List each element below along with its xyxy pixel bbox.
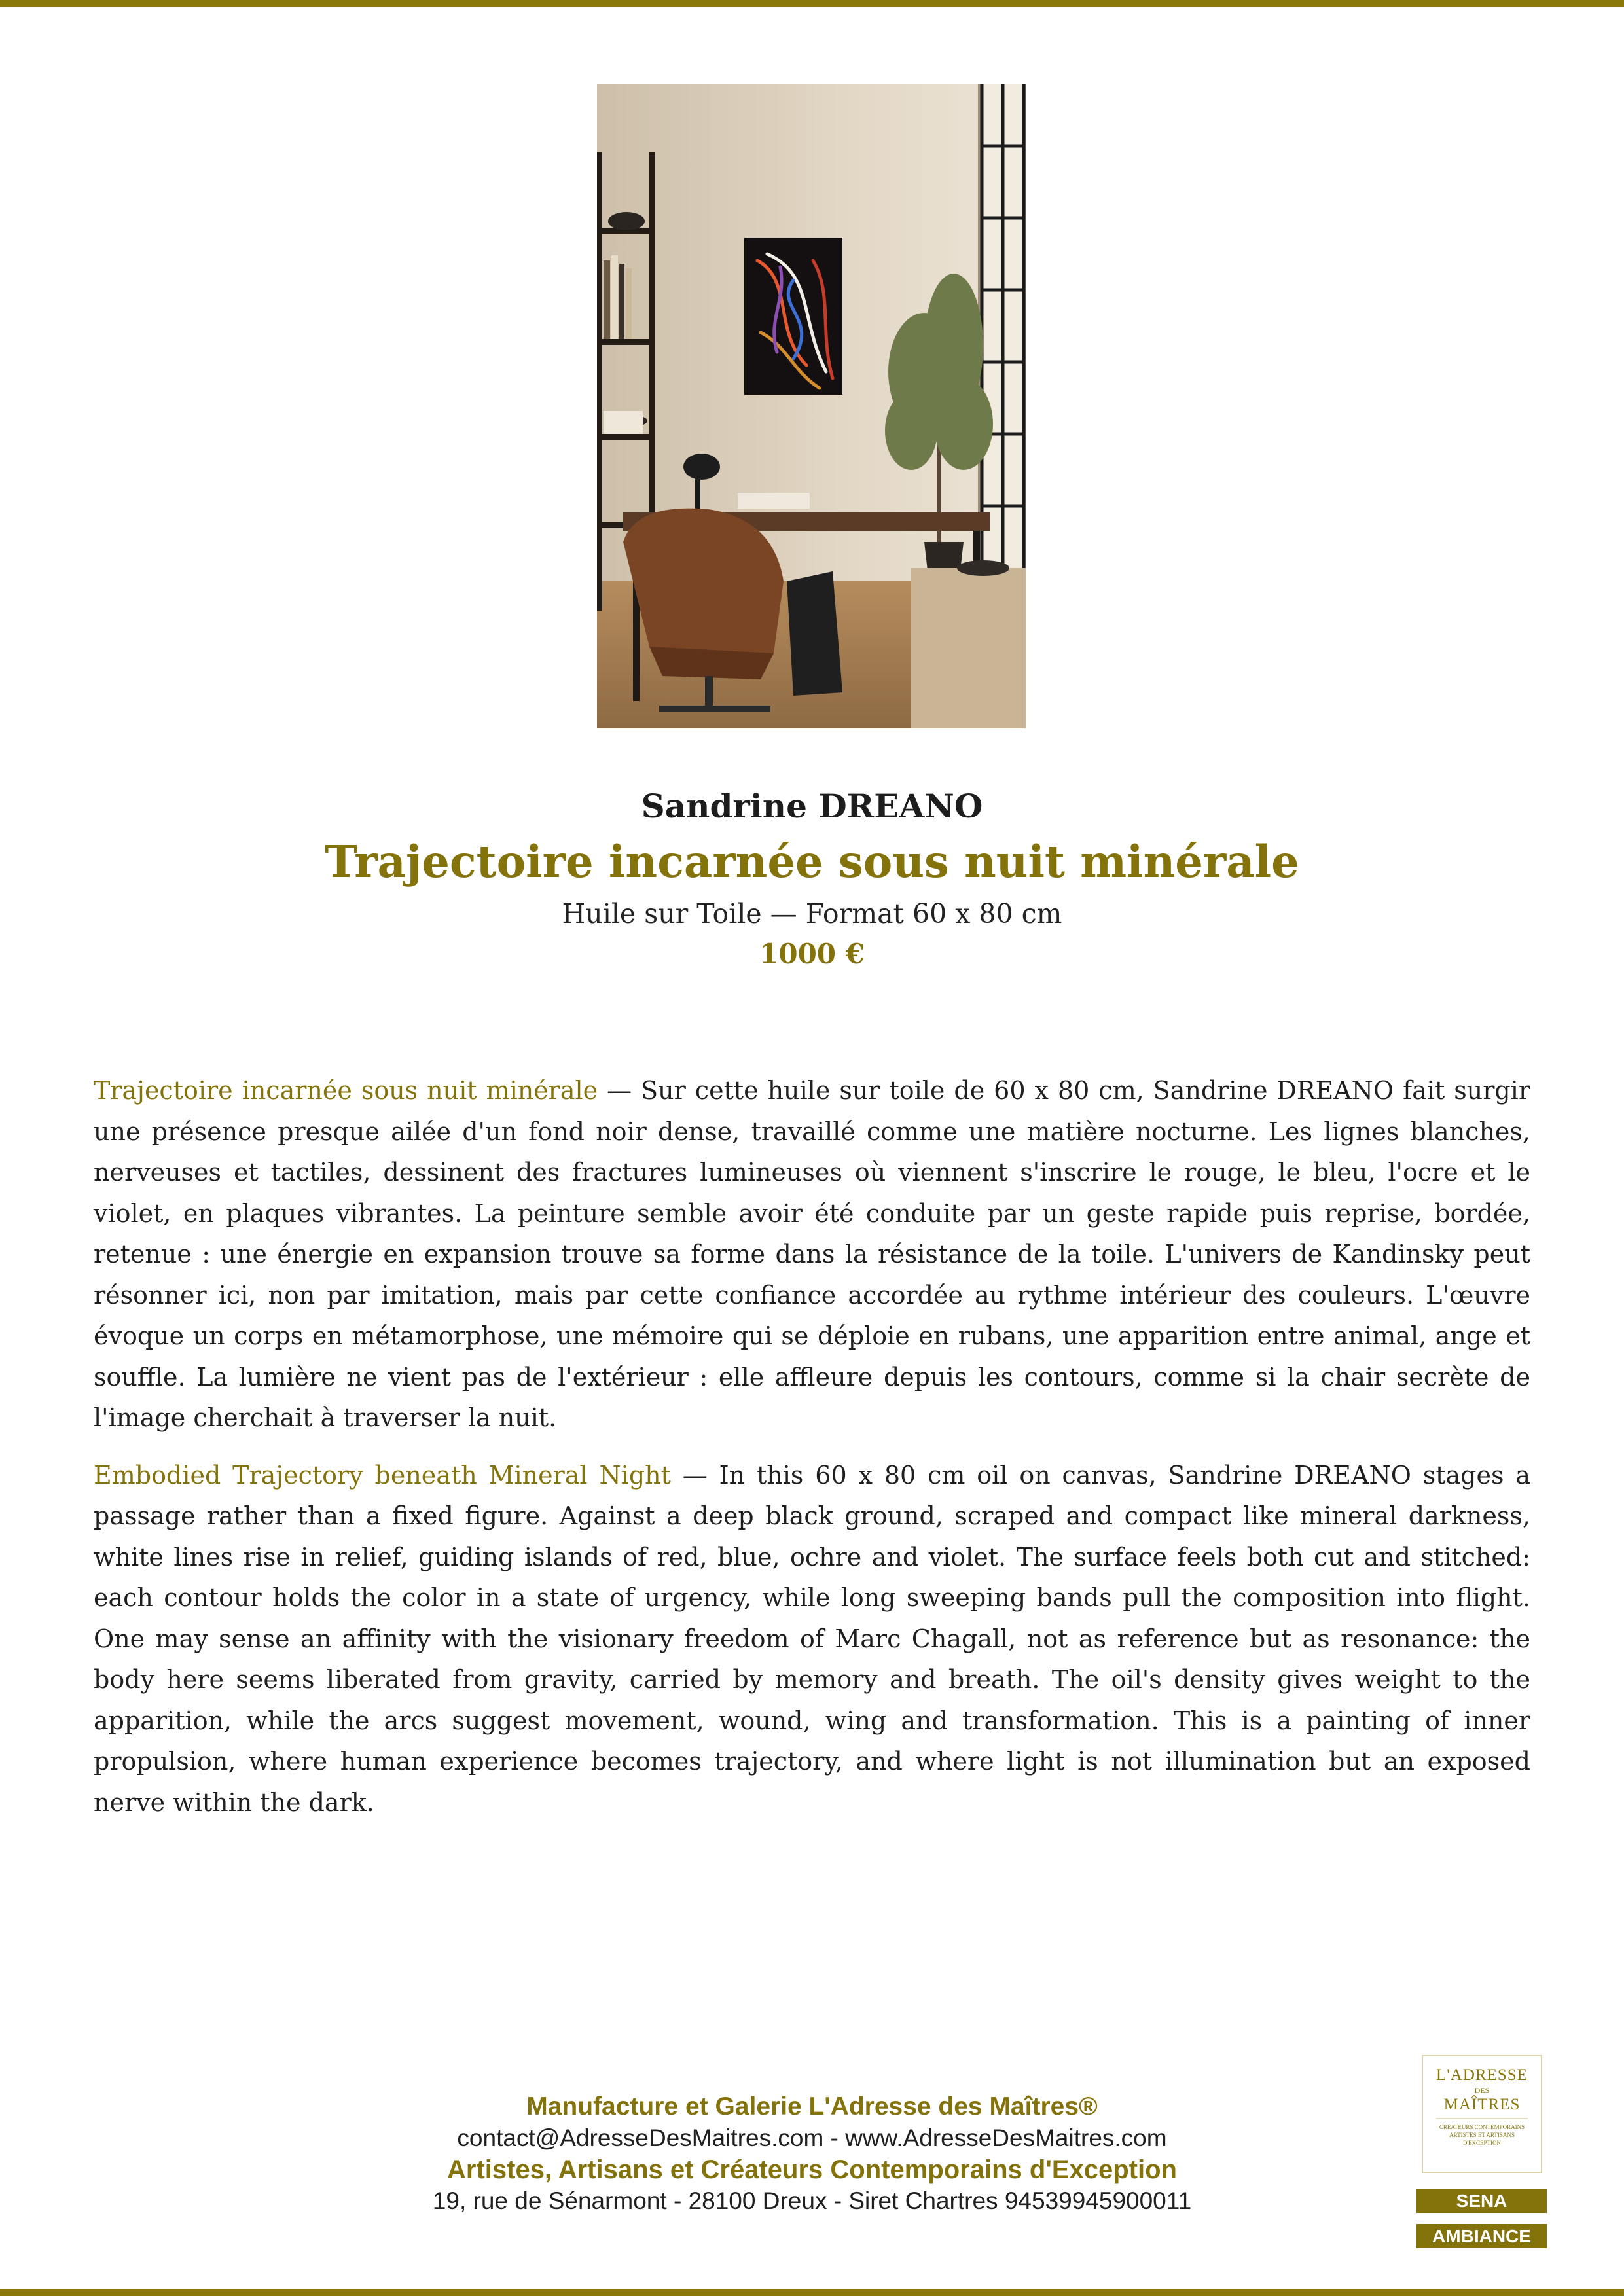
footer-contact: contact@AdresseDesMaitres.com - www.AdresseDesMaitres.com <box>457 2125 1167 2151</box>
description-fr-lead: Trajectoire incarnée sous nuit minérale <box>94 1076 598 1105</box>
top-rule <box>0 0 1624 7</box>
description-fr-text: — Sur cette huile sur toile de 60 x 80 cm, Sandrine DREANO fait surgir une présence presque ailée d'un fond noir dense, travaillé comme une matière nocturne. Les lignes blanches, nerveuses et tactiles, dessinent des fractures lumineuses où viennent s'inscrire le rouge, le bleu, l'ocre et le violet, en plaques vibrantes. La peinture semble avoir été conduite par un geste rapide puis reprise, bordée, retenue : une énergie en expansion trouve sa forme dans la résistance de la toile. L'univers de Kandinsky peut résonner ici, non par imitation, mais par cette confiance accordée au rythme intérieur des couleurs. L'œuvre évoque un corps en métamorphose, une mémoire qui se déploie en rubans, une apparition entre animal, ange et souffle. La lumière ne vient pas de l'extérieur : elle affleure depuis les contours, comme si la chair secrète de l'image cherchait à traverser la nuit. <box>94 1076 1530 1432</box>
artwork-title: Trajectoire incarnée sous nuit minérale <box>325 836 1299 888</box>
room-illustration <box>597 84 1026 728</box>
artwork-price: 1000 € <box>759 938 865 970</box>
logo-line-1: L'ADRESSE <box>1436 2066 1528 2084</box>
bottom-rule <box>0 2289 1624 2296</box>
description-fr <box>94 1070 1530 1439</box>
footer <box>0 2091 1624 2217</box>
badge-sena: SENA <box>1416 2189 1547 2213</box>
description-en-lead: Embodied Trajectory beneath Mineral Night <box>94 1460 671 1490</box>
artwork-description <box>94 1070 1530 1839</box>
description-en <box>94 1455 1530 1823</box>
gallery-logo <box>1422 2055 1542 2173</box>
logo-divider <box>1436 2118 1528 2119</box>
artwork-medium-format: Huile sur Toile — Format 60 x 80 cm <box>562 898 1062 929</box>
logo-line-4: CRÉATEURS CONTEMPORAINS ARTISTES ET ARTISANS D'EXCEPTION <box>1439 2124 1525 2146</box>
artwork-room-photo <box>597 84 1026 728</box>
badge-ambiance: AMBIANCE <box>1416 2224 1547 2248</box>
footer-tagline: Artistes, Artisans et Créateurs Contemporains d'Exception <box>447 2155 1177 2184</box>
description-en-text: — In this 60 x 80 cm oil on canvas, Sandrine DREANO stages a passage rather than a fixed figure. Against a deep black ground, scraped and compact like mineral darkness, white lines rise in relief, guiding islands of red, blue, ochre and violet. The surface feels both cut and stitched: each contour holds the color in a state of urgency, while long sweeping bands pull the composition into flight. One may sense an affinity with the visionary freedom of Marc Chagall, not as reference but as resonance: the body here seems liberated from gravity, carried by memory and breath. The oil's density gives weight to the apparition, while the arcs suggest movement, wound, wing and transformation. This is a painting of inner propulsion, where human experience becomes trajectory, and where light is not illumination but an exposed nerve within the dark. <box>94 1460 1530 1817</box>
artist-name: Sandrine DREANO <box>641 787 983 825</box>
artwork-header <box>0 779 1624 974</box>
footer-address: 19, rue de Sénarmont - 28100 Dreux - Siret Chartres 94539945900011 <box>432 2187 1192 2214</box>
logo-line-3: MAÎTRES <box>1443 2096 1521 2113</box>
footer-company: Manufacture et Galerie L'Adresse des Maîtres® <box>526 2092 1098 2121</box>
logo-line-2: DES <box>1474 2086 1490 2095</box>
